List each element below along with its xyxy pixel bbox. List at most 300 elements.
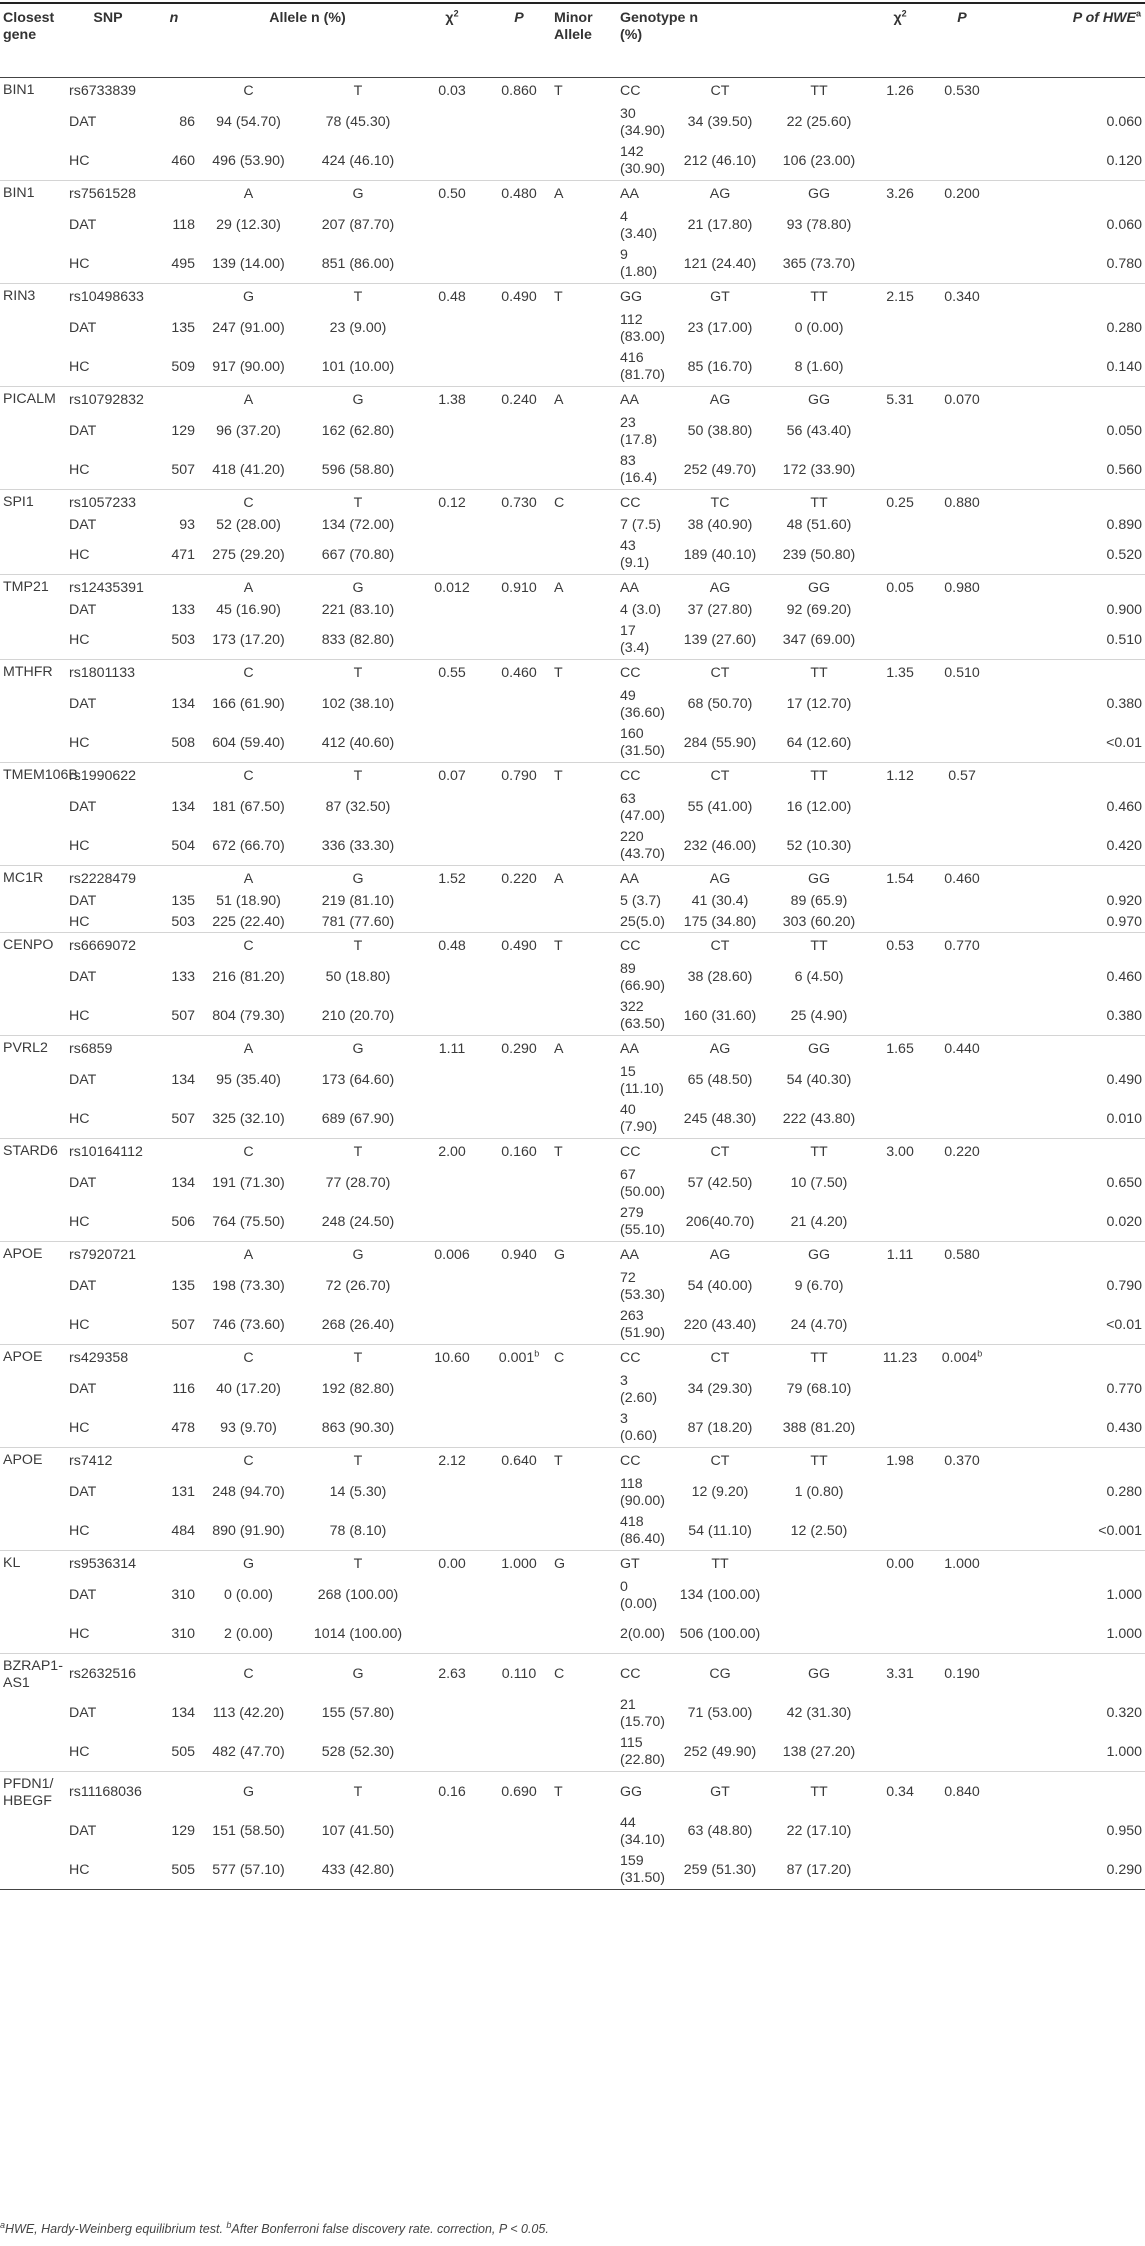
p-value-cell: 0.290 [501,1040,537,1057]
allele-2-cell: 336 (33.30) [299,828,417,866]
minor-allele-cell [551,1267,617,1307]
genotype-2-cell: 57 (42.50) [687,1175,753,1191]
p-value-cell [487,1101,551,1139]
chi-square-cell [417,1576,487,1616]
genotype-2-cell: CT [710,1452,730,1469]
p-value-cell [487,349,551,387]
genotype-p-value-cell: 0.510 [944,664,980,681]
p-value-cell [487,600,551,622]
genotype-3-cell: TT [810,1349,828,1366]
genotype-p-value-cell: 0.370 [944,1452,980,1469]
n-cell: 504 [150,828,198,866]
genotype-2-cell: 206(40.70) [675,1204,765,1242]
genotype-2-cell: CT [710,1143,730,1160]
closest-gene-cell [0,600,66,622]
genotype-2-cell: AG [709,870,731,887]
genotype-3-cell: 24 (4.70) [765,1307,873,1345]
closest-gene-cell [0,1061,66,1101]
genotype-chi-square-cell [873,1410,927,1448]
genotype-p-value-cell [927,622,997,660]
genotype-table [0,2,1145,1890]
genotype-3-cell: 64 (12.60) [765,725,873,763]
allele-1-cell: 139 (14.00) [198,246,299,284]
minor-allele-cell [551,998,617,1036]
group-label-cell: DAT [69,799,97,815]
minor-allele-cell [551,1204,617,1242]
p-value-cell [487,1267,551,1307]
table-row [0,78,1145,103]
snp-block [0,763,1145,866]
genotype-1-cell: CC [620,1452,641,1469]
p-value-cell [487,958,551,998]
hwe-cell: <0.01 [997,1307,1145,1345]
genotype-2-cell: 85 (16.70) [675,349,765,387]
genotype-p-value-cell: 0.190 [944,1666,980,1683]
allele-1-cell: C [243,1349,254,1366]
allele-2-cell: 78 (45.30) [325,114,391,130]
genotype-chi-square-cell [873,1473,927,1513]
genotype-2-cell: 50 (38.80) [687,423,753,439]
chi-square-cell [417,998,487,1036]
minor-allele-cell: A [554,1040,564,1057]
allele-1-cell: 216 (81.20) [212,969,285,985]
closest-gene-cell [0,891,66,913]
allele-1-cell: C [243,1666,254,1683]
genotype-3-cell: 89 (65.9) [790,893,848,909]
minor-allele-cell [551,143,617,181]
group-label-cell: HC [66,998,150,1036]
snp-cell: rs2228479 [69,870,137,887]
genotype-p-value-cell [927,206,997,246]
chi-square-cell [417,600,487,622]
genotype-3-cell: 52 (10.30) [765,828,873,866]
genotype-3-cell: 17 (12.70) [786,696,852,712]
genotype-chi-square-cell: 0.00 [886,1555,914,1572]
allele-1-cell: 482 (47.70) [198,1734,299,1772]
table-row [0,1576,1145,1616]
snp-cell: rs2632516 [69,1666,137,1683]
allele-2-cell: G [352,185,364,202]
minor-allele-cell [551,1576,617,1616]
genotype-1-cell: 25(5.0) [617,913,675,933]
genotype-1-cell: 30 (34.90) [620,105,665,139]
chi-square-cell: 0.48 [438,288,466,305]
closest-gene-cell: BIN1 [3,82,35,98]
closest-gene-cell: MTHFR [3,664,53,680]
allele-1-cell: 0 (0.00) [224,1587,273,1603]
genotype-2-cell: CT [710,664,730,681]
genotype-1-cell: 89 (66.90) [620,960,665,994]
allele-2-cell: 1014 (100.00) [299,1616,417,1654]
allele-1-cell: 191 (71.30) [212,1175,285,1191]
allele-2-cell: G [352,1040,364,1057]
genotype-3-cell: GG [807,1666,831,1683]
closest-gene-cell [0,998,66,1036]
header-chi-square-genotype: $\chi^2$ [873,3,927,78]
group-label-cell: DAT [69,602,97,618]
genotype-chi-square-cell [873,452,927,490]
genotype-chi-square-cell [873,725,927,763]
genotype-2-cell: 38 (40.90) [687,517,753,533]
chi-square-cell: 0.48 [438,937,466,954]
genotype-chi-square-cell [873,998,927,1036]
closest-gene-cell [0,143,66,181]
chi-square-cell: 10.60 [434,1349,470,1366]
p-value-cell: 0.490 [501,288,537,305]
genotype-1-cell: 279 (55.10) [617,1204,675,1242]
allele-2-cell: 155 (57.80) [321,1705,395,1721]
genotype-2-cell: 220 (43.40) [675,1307,765,1345]
genotype-1-cell: 7 (7.5) [620,517,662,533]
allele-1-cell: A [243,579,254,596]
n-cell: 509 [150,349,198,387]
table-row [0,1654,1145,1694]
n-cell: 507 [150,1307,198,1345]
genotype-chi-square-cell [873,828,927,866]
group-label-cell: DAT [69,1705,97,1721]
table-row [0,1204,1145,1242]
genotype-2-cell: AG [709,391,731,408]
allele-2-cell: 192 (82.80) [321,1381,395,1397]
n-cell: 93 [179,517,195,533]
table-row [0,1513,1145,1551]
minor-allele-cell [551,1473,617,1513]
genotype-1-cell: CC [620,767,641,784]
p-value-cell [487,1410,551,1448]
n-cell: 134 [171,696,195,712]
genotype-p-value-cell: 0.840 [944,1784,980,1801]
hwe-cell: 0.970 [997,913,1145,933]
genotype-chi-square-cell [873,143,927,181]
snp-block [0,1654,1145,1772]
closest-gene-cell [0,1101,66,1139]
allele-2-cell: 87 (32.50) [325,799,391,815]
allele-2-cell: T [353,1143,363,1160]
n-cell: 134 [171,1072,195,1088]
chi-square-cell: 0.12 [438,494,466,511]
hwe-cell [997,933,1145,958]
closest-gene-cell: PICALM [3,391,56,407]
chi-square-cell: 0.006 [434,1246,470,1263]
hwe-cell: 0.020 [997,1204,1145,1242]
chi-square-cell [417,206,487,246]
n-cell: 310 [171,1587,195,1603]
minor-allele-cell: T [554,82,563,99]
closest-gene-cell: APOE [3,1452,43,1468]
table-row [0,412,1145,452]
hwe-cell: 0.280 [1106,320,1143,336]
genotype-2-cell: AG [709,579,731,596]
minor-allele-cell [551,891,617,913]
minor-allele-cell: T [554,767,563,784]
group-label-cell: DAT [69,114,97,130]
genotype-p-value-cell [927,788,997,828]
snp-block [0,181,1145,284]
genotype-chi-square-cell [873,685,927,725]
genotype-chi-square-cell: 1.98 [886,1452,914,1469]
genotype-1-cell: 15 (11.10) [620,1063,664,1097]
header-allele: Allele n (%) [198,3,417,78]
allele-2-cell: 107 (41.50) [321,1823,395,1839]
closest-gene-cell [0,788,66,828]
hwe-cell: 0.060 [1106,114,1143,130]
allele-2-cell: 689 (67.90) [299,1101,417,1139]
allele-1-cell: A [243,391,254,408]
allele-1-cell: 917 (90.00) [198,349,299,387]
table-row [0,1345,1145,1370]
hwe-cell: 0.920 [1106,893,1143,909]
allele-1-cell: A [243,870,254,887]
closest-gene-cell: BZRAP1-AS1 [3,1658,63,1691]
chi-square-cell [417,143,487,181]
genotype-p-value-cell [927,1370,997,1410]
minor-allele-cell [551,412,617,452]
p-value-cell: 0.160 [501,1143,537,1160]
genotype-2-cell: CT [710,937,730,954]
genotype-p-value-cell [927,1164,997,1204]
group-label-cell: HC [66,1852,150,1890]
n-cell [150,387,198,412]
genotype-3-cell: GG [807,1246,831,1263]
allele-2-cell: 72 (26.70) [325,1278,391,1294]
snp-cell: rs10164112 [69,1143,143,1160]
p-value-cell [487,246,551,284]
genotype-chi-square-cell: 1.35 [886,664,914,681]
p-value-cell [487,622,551,660]
closest-gene-cell [0,1616,66,1654]
genotype-1-cell: 83 (16.4) [617,452,675,490]
hwe-cell [997,575,1145,600]
snp-cell: rs6669072 [69,937,137,954]
allele-2-cell: T [353,288,363,305]
group-label-cell: HC [66,349,150,387]
n-cell: 505 [150,1852,198,1890]
genotype-1-cell: 3 (0.60) [617,1410,675,1448]
genotype-p-value-cell [927,1101,997,1139]
allele-1-cell: C [243,937,254,954]
genotype-2-cell: 54 (40.00) [687,1278,753,1294]
n-cell [150,181,198,206]
snp-cell: rs10792832 [69,391,144,408]
closest-gene-cell [0,1734,66,1772]
genotype-1-cell: 220 (43.70) [617,828,675,866]
hwe-cell: 0.560 [997,452,1145,490]
table-row [0,1370,1145,1410]
group-label-cell: HC [66,1734,150,1772]
allele-1-cell: 40 (17.20) [216,1381,281,1397]
table-row [0,1101,1145,1139]
p-value-cell [487,103,551,143]
hwe-cell: <0.001 [997,1513,1145,1551]
allele-1-cell: 166 (61.90) [212,696,285,712]
minor-allele-cell: T [554,937,563,954]
allele-2-cell: 433 (42.80) [299,1852,417,1890]
table-row [0,537,1145,575]
allele-1-cell: 94 (54.70) [216,114,281,130]
table-row [0,452,1145,490]
p-value-cell: 0.910 [501,579,537,596]
allele-1-cell: C [243,664,254,681]
genotype-chi-square-cell [873,1616,927,1654]
p-value-cell: 0.460 [501,664,537,681]
genotype-2-cell: AG [709,1246,731,1263]
chi-square-cell [417,958,487,998]
allele-2-cell: 596 (58.80) [299,452,417,490]
snp-cell: rs1057233 [69,494,137,511]
genotype-chi-square-cell [873,600,927,622]
hwe-cell [997,284,1145,309]
minor-allele-cell: C [554,1349,565,1366]
hwe-cell: 0.380 [1106,696,1143,712]
table-row [0,515,1145,537]
closest-gene-cell [0,725,66,763]
group-label-cell: DAT [69,696,97,712]
header-minor-allele: Minor Allele [551,3,617,78]
minor-allele-cell [551,1370,617,1410]
n-cell: 129 [171,423,195,439]
chi-square-cell [417,1101,487,1139]
allele-2-cell: 528 (52.30) [299,1734,417,1772]
genotype-1-cell: 17 (3.4) [617,622,675,660]
snp-cell: rs429358 [69,1349,129,1366]
chi-square-cell [417,246,487,284]
genotype-2-cell: 21 (17.80) [687,217,753,233]
allele-2-cell: T [353,664,363,681]
genotype-3-cell: 239 (50.80) [765,537,873,575]
genotype-2-cell: 232 (46.00) [675,828,765,866]
table-row [0,685,1145,725]
chi-square-cell [417,412,487,452]
closest-gene-cell [0,1694,66,1734]
closest-gene-cell: KL [3,1555,21,1571]
genotype-2-cell: 34 (39.50) [687,114,753,130]
group-label-cell: DAT [69,1587,97,1603]
genotype-1-cell: AA [620,391,639,408]
table-row [0,575,1145,600]
p-value-cell [487,891,551,913]
allele-2-cell: 424 (46.10) [299,143,417,181]
genotype-1-cell: CC [620,664,641,681]
minor-allele-cell [551,537,617,575]
genotype-1-cell: 142 (30.90) [617,143,675,181]
genotype-chi-square-cell [873,349,927,387]
genotype-3-cell: 172 (33.90) [765,452,873,490]
snp-block [0,490,1145,575]
chi-square-cell [417,1307,487,1345]
n-cell [150,1772,198,1812]
genotype-1-cell: CC [620,1349,641,1366]
genotype-2-cell: 121 (24.40) [675,246,765,284]
genotype-p-value-cell: 0.57 [948,767,976,784]
n-cell: 116 [172,1381,195,1397]
hwe-cell: 0.650 [1106,1175,1143,1191]
allele-2-cell: 667 (70.80) [299,537,417,575]
table-row [0,1061,1145,1101]
minor-allele-cell [551,788,617,828]
genotype-chi-square-cell [873,537,927,575]
genotype-3-cell [765,1616,873,1654]
chi-square-cell [417,537,487,575]
p-value-cell: 1.000 [501,1555,537,1572]
table-row [0,246,1145,284]
group-label-cell: HC [66,1410,150,1448]
genotype-3-cell: 0 (0.00) [794,320,844,336]
genotype-3-cell: GG [807,1040,831,1057]
genotype-2-cell: AG [709,1040,731,1057]
hwe-cell [997,181,1145,206]
minor-allele-cell [551,1812,617,1852]
allele-2-cell: 268 (26.40) [299,1307,417,1345]
genotype-1-cell: 263 (51.90) [617,1307,675,1345]
group-label-cell: DAT [69,1823,97,1839]
genotype-p-value-cell [927,246,997,284]
group-label-cell: DAT [69,1278,97,1294]
genotype-3-cell: TT [810,1784,828,1801]
genotype-1-cell: AA [620,185,639,202]
genotype-3-cell: 12 (2.50) [765,1513,873,1551]
allele-1-cell: G [242,288,255,305]
genotype-1-cell: 159 (31.50) [617,1852,675,1890]
p-value-cell [487,206,551,246]
closest-gene-cell: PVRL2 [3,1040,48,1056]
table-row [0,933,1145,958]
minor-allele-cell: T [554,288,563,305]
genotype-1-cell: 23 (17.8) [620,414,658,448]
closest-gene-cell: TMP21 [3,579,49,595]
genotype-2-cell: 175 (34.80) [675,913,765,933]
snp-block [0,1242,1145,1345]
closest-gene-cell [0,309,66,349]
snp-block [0,933,1145,1036]
n-cell: 133 [171,969,195,985]
chi-square-cell [417,1812,487,1852]
n-cell: 134 [171,1175,195,1191]
n-cell [150,575,198,600]
allele-1-cell: 198 (73.30) [212,1278,285,1294]
snp-cell: rs7920721 [69,1246,137,1263]
p-value-cell: 0.480 [501,185,537,202]
table-row [0,490,1145,515]
allele-1-cell: 890 (91.90) [198,1513,299,1551]
minor-allele-cell: A [554,870,564,887]
hwe-cell: 1.000 [997,1616,1145,1654]
p-value-cell: 0.730 [501,494,537,511]
genotype-1-cell: 416 (81.70) [617,349,675,387]
genotype-1-cell: 4 (3.0) [620,602,662,618]
chi-square-cell [417,1164,487,1204]
genotype-2-cell: TC [710,494,730,511]
p-value-cell [487,1694,551,1734]
n-cell [150,490,198,515]
genotype-2-cell: 12 (9.20) [691,1484,749,1500]
minor-allele-cell: C [554,1666,565,1683]
genotype-p-value-cell [927,1473,997,1513]
allele-2-cell: 14 (5.30) [329,1484,387,1500]
closest-gene-cell [0,246,66,284]
genotype-3-cell: TT [810,937,828,954]
p-value-cell [487,143,551,181]
p-value-cell [487,515,551,537]
p-value-cell: 0.110 [501,1666,537,1683]
table-row [0,1852,1145,1890]
allele-1-cell: 604 (59.40) [198,725,299,763]
genotype-1-cell: 44 (34.10) [620,1814,665,1848]
genotype-p-value-cell [927,1734,997,1772]
n-cell [150,763,198,788]
genotype-chi-square-cell: 5.31 [886,391,914,408]
allele-2-cell: 173 (64.60) [321,1072,395,1088]
n-cell: 133 [171,602,195,618]
